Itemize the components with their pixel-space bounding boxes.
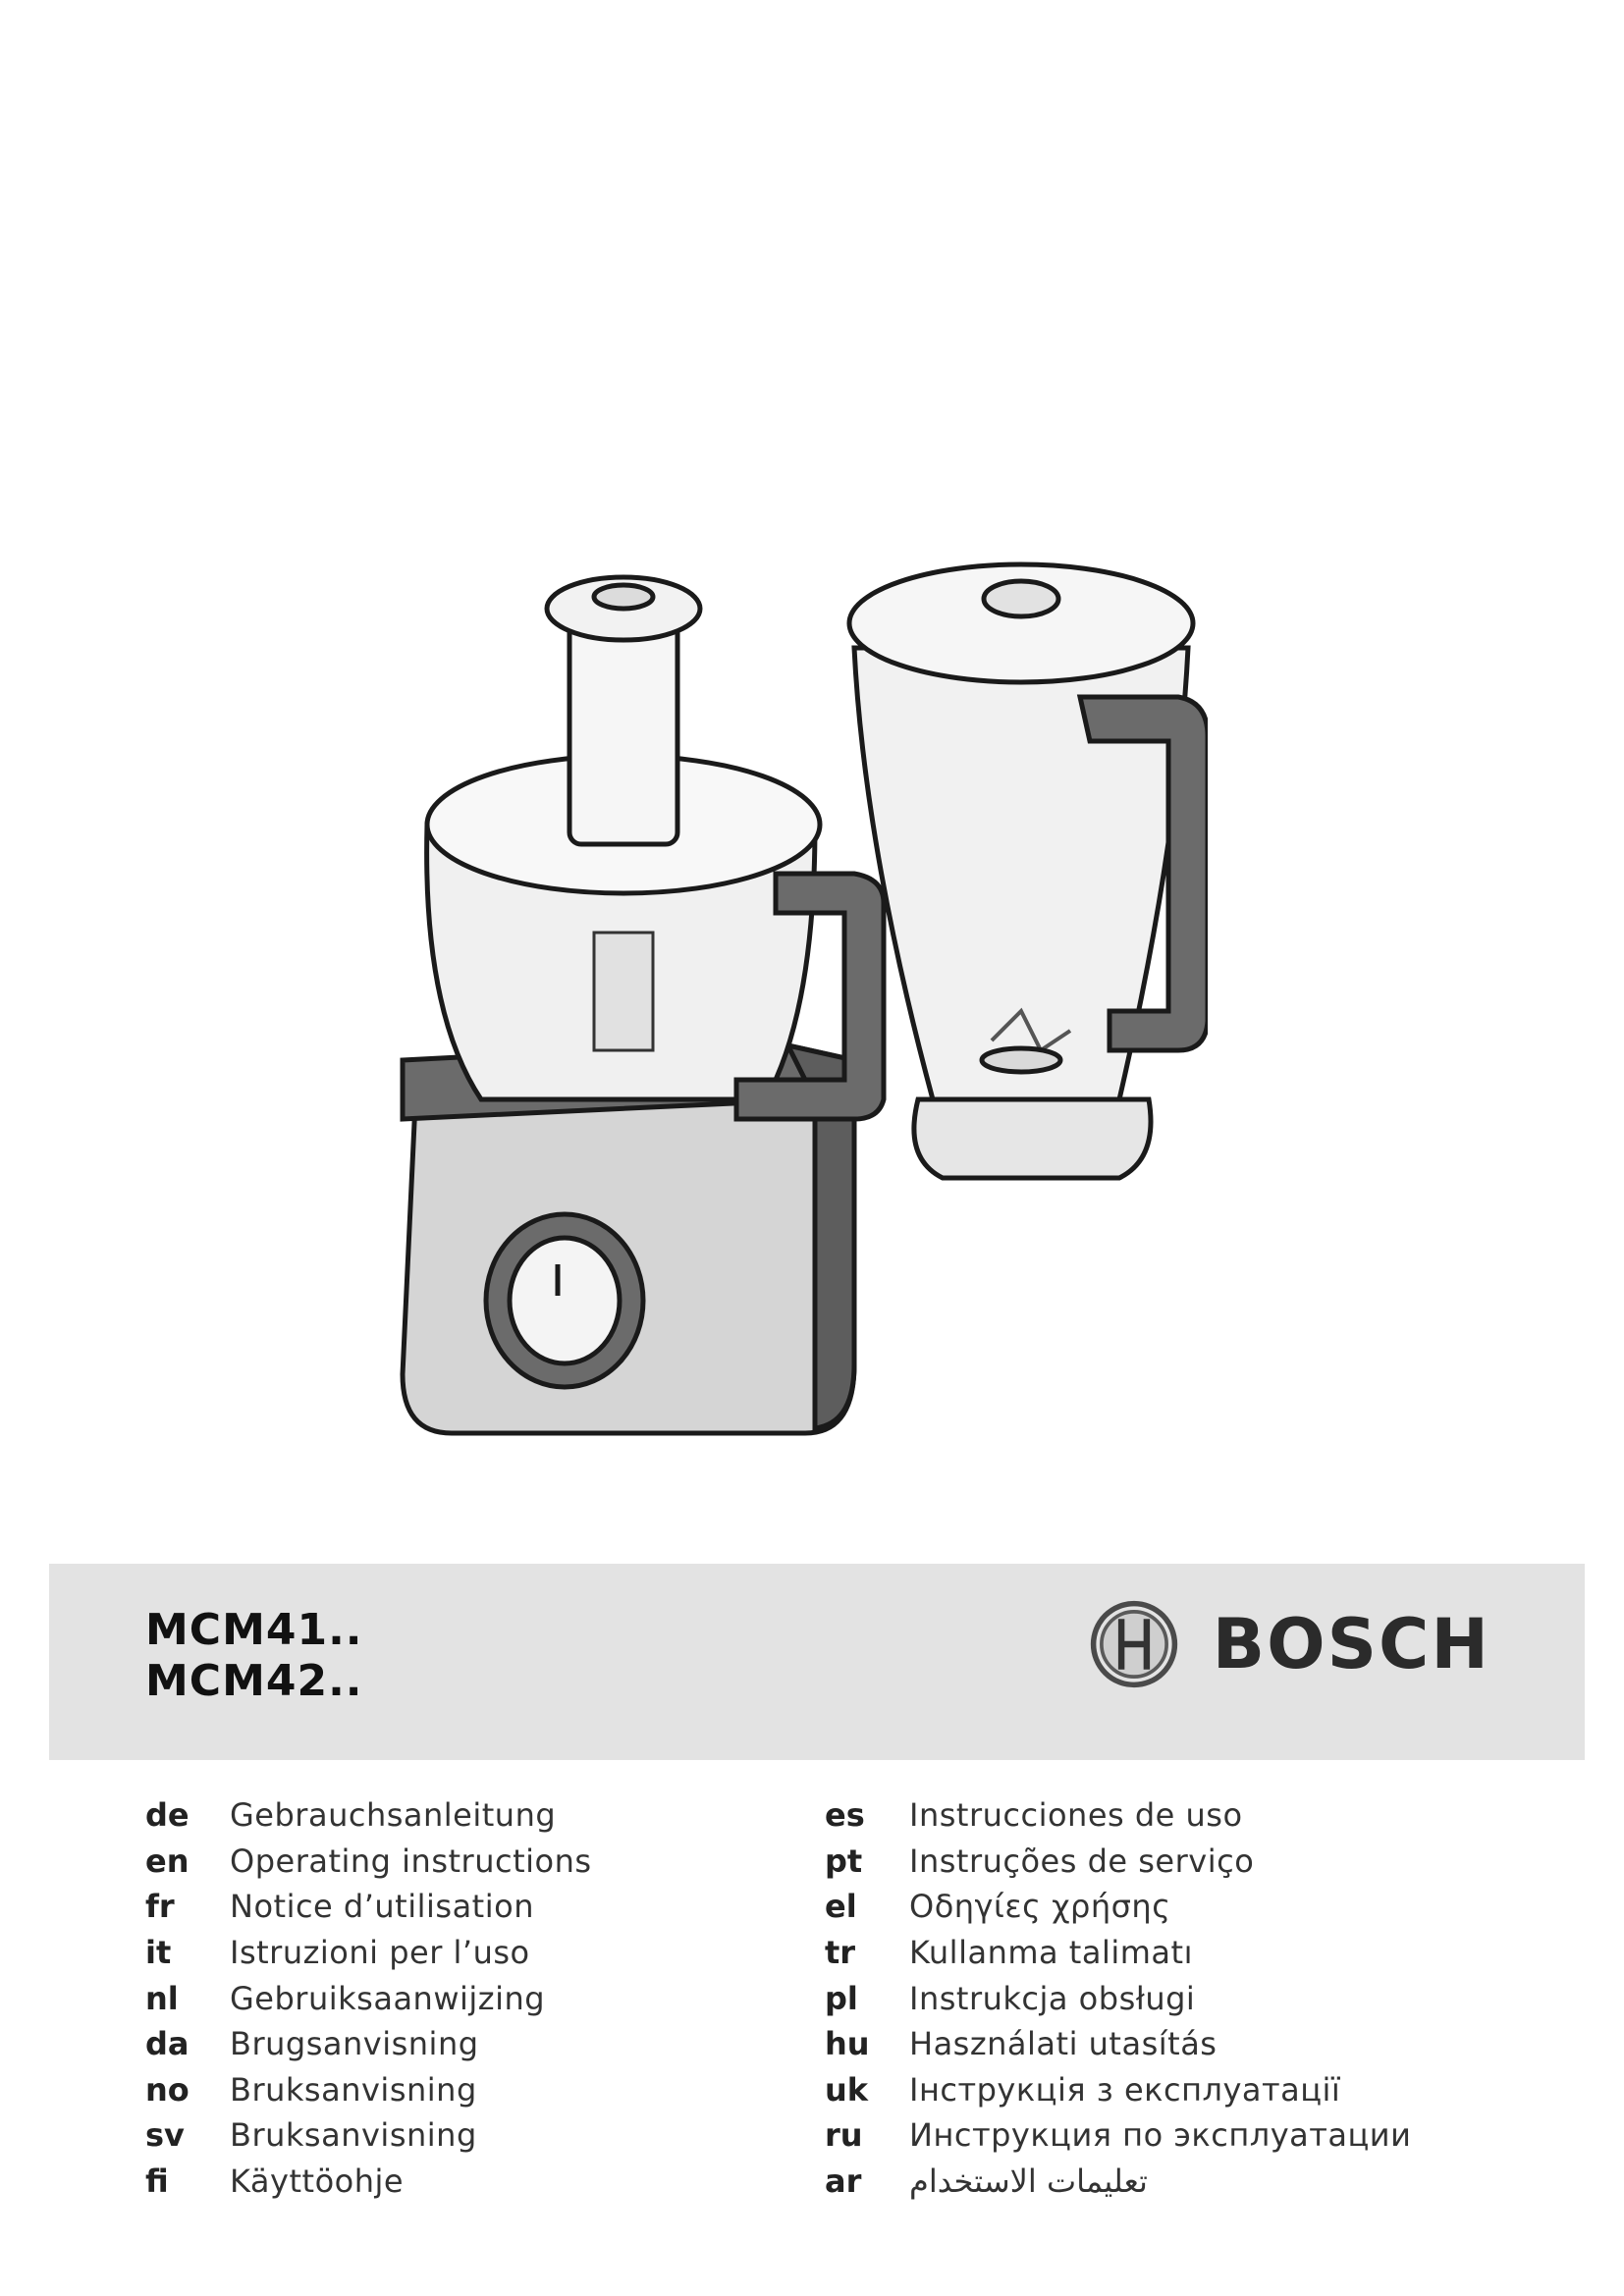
language-code: fr (145, 1888, 175, 1926)
list-item (145, 1792, 592, 1839)
list-item (825, 2112, 1411, 2159)
list-item (145, 1884, 592, 1930)
list-item (825, 2067, 1411, 2113)
model-number-2: MCM42.. (145, 1656, 363, 1706)
list-item (145, 2159, 592, 2205)
language-title: Käyttöohje (230, 2163, 405, 2201)
brand-name: BOSCH (1212, 1604, 1490, 1684)
language-title: Kullanma talimatı (909, 1934, 1193, 1972)
list-item (145, 2021, 592, 2067)
list-item (825, 1792, 1411, 1839)
language-code: de (145, 1796, 189, 1835)
language-code: ru (825, 2116, 863, 2155)
list-item (145, 1930, 592, 1976)
list-item (825, 2021, 1411, 2067)
language-code: el (825, 1888, 857, 1926)
list-item (145, 2067, 592, 2113)
language-title: تعليمات الاستخدام (909, 2163, 1148, 2201)
language-title: Használati utasítás (909, 2025, 1218, 2063)
model-list (145, 1605, 363, 1707)
language-list-right (825, 1792, 1411, 2204)
food-processor-icon (403, 577, 884, 1433)
language-title: Istruzioni per l’uso (230, 1934, 530, 1972)
language-code: hu (825, 2025, 870, 2063)
list-item (145, 2112, 592, 2159)
language-code: it (145, 1934, 172, 1972)
language-code: sv (145, 2116, 185, 2155)
bosch-armature-icon (1089, 1599, 1179, 1689)
language-title: Інструкція з експлуатації (909, 2070, 1341, 2109)
language-code: uk (825, 2070, 869, 2109)
language-title: Instrukcja obsługi (909, 1979, 1196, 2017)
language-title: Brugsanvisning (230, 2025, 479, 2063)
language-code: nl (145, 1979, 179, 2017)
list-item (825, 2159, 1411, 2205)
brand-logo (1089, 1599, 1490, 1689)
list-item (825, 1930, 1411, 1976)
language-title: Instrucciones de uso (909, 1796, 1243, 1835)
language-title: Operating instructions (230, 1842, 592, 1880)
language-code: pt (825, 1842, 863, 1880)
language-code: tr (825, 1934, 856, 1972)
language-code: en (145, 1842, 189, 1880)
language-title: Bruksanvisning (230, 2116, 477, 2155)
blender-jug-icon (849, 564, 1208, 1178)
language-title: Οδηγίες χρήσης (909, 1888, 1171, 1926)
language-code: no (145, 2070, 189, 2109)
list-item (145, 1839, 592, 1885)
language-code: pl (825, 1979, 858, 2017)
language-code: ar (825, 2163, 862, 2201)
language-title: Instruções de serviço (909, 1842, 1255, 1880)
food-processor-illustration (393, 550, 1208, 1463)
language-title: Gebruiksaanwijzing (230, 1979, 546, 2017)
model-brand-band (49, 1564, 1585, 1760)
list-item (825, 1839, 1411, 1885)
model-number-1: MCM41.. (145, 1605, 363, 1655)
list-item (825, 1975, 1411, 2021)
language-title: Gebrauchsanleitung (230, 1796, 557, 1835)
list-item (825, 1884, 1411, 1930)
language-title: Bruksanvisning (230, 2070, 477, 2109)
language-title: Notice d’utilisation (230, 1888, 534, 1926)
language-code: fi (145, 2163, 169, 2201)
language-title: Инструкция по эксплуатации (909, 2116, 1412, 2155)
language-code: da (145, 2025, 189, 2063)
list-item (145, 1975, 592, 2021)
language-code: es (825, 1796, 865, 1835)
language-list-left (145, 1792, 592, 2204)
